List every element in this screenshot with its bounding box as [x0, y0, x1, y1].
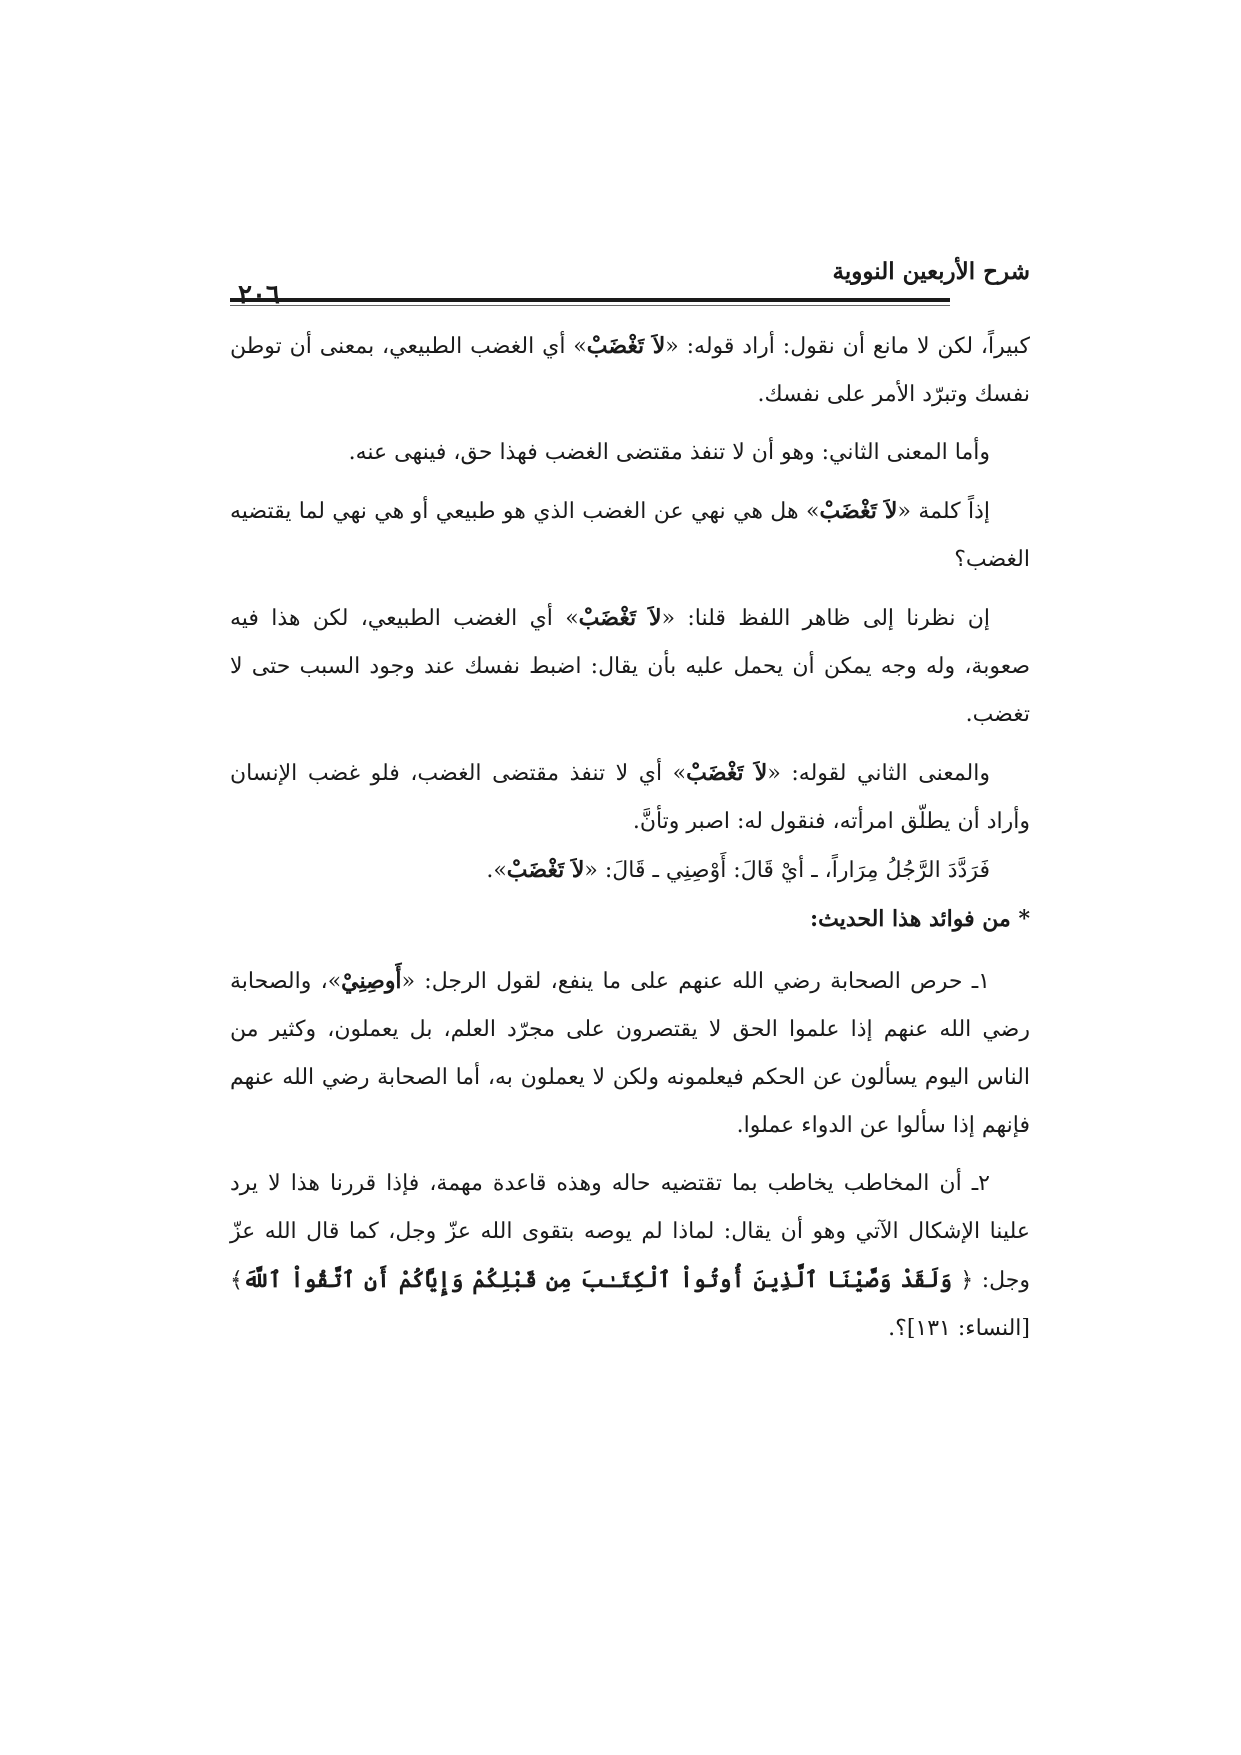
header-rule [230, 298, 950, 302]
paragraph [230, 749, 1030, 846]
page-header [230, 258, 1030, 314]
paragraph [230, 846, 1030, 895]
text-run: فَرَدَّدَ الرَّجُلُ مِرَاراً، ـ أيْ قَالَ: أَوْصِنِي ـ قَالَ: « [584, 858, 990, 883]
benefit-item [230, 1160, 1030, 1353]
body-text [230, 322, 1030, 1363]
text-run: إذاً كلمة « [897, 499, 991, 524]
text-run: ٢ـ أن المخاطب يخاطب بما تقتضيه حاله وهذه قاعدة مهمة، فإذا قررنا هذا لا يرد علينا الإشكال الآتي وهو أن يقال: لماذا لم يوصه بتقوى الله عزّ وجل، كما قال الله عزّ وجل: ﴿ [230, 1171, 1030, 1293]
text-run: ١ـ حرص الصحابة رضي الله عنهم على ما ينفع، لقول الرجل: « [401, 969, 990, 994]
paragraph [230, 594, 1030, 739]
text-run: » هل هي نهي عن الغضب الذي هو طبيعي أو هي نهي لما يقتضيه الغضب؟ [230, 499, 1030, 572]
benefit-item [230, 957, 1030, 1150]
quoted-phrase: لاَ تَغْضَبْ [506, 857, 585, 883]
text-run: إن نظرنا إلى ظاهر اللفظ قلنا: « [661, 606, 991, 631]
section-heading: * من فوائد هذا الحديث: [809, 906, 1030, 932]
quoted-phrase: أَوصِنِيْ [341, 968, 402, 994]
running-title: شرح الأربعين النووية [832, 258, 1030, 285]
paragraph [230, 322, 1030, 419]
text-run: والمعنى الثاني لقوله: « [767, 761, 990, 786]
quoted-phrase: لاَ تَغْضَبْ [819, 498, 898, 524]
paragraph [230, 429, 1030, 477]
page-number: ٢٠٦ [238, 280, 280, 310]
quoted-phrase: لاَ تَغْضَبْ [586, 333, 666, 359]
header-rule-thin [230, 305, 950, 306]
text-run: كبيراً، لكن لا مانع أن نقول: أراد قوله: « [665, 334, 1030, 359]
text-run: »، والصحابة رضي الله عنهم إذا علموا الحق لا يقتصرون على مجرّد العلم، بل يعملون، وكثير من الناس اليوم يسألون عن الحكم فيعلمونه ولكن لا يعملون به، أما الصحابة رضي الله عنهم فإنهم إذا سألوا عن الدواء عملوا. [230, 969, 1030, 1138]
text-run: ﴾ [النساء: ١٣١]؟. [230, 1268, 1030, 1341]
quoted-phrase: لاَ تَغْضَبْ [578, 605, 662, 631]
text-run: » أي الغضب الطبيعي، بمعنى أن توطن نفسك وتبرّد الأمر على نفسك. [230, 334, 1030, 407]
text-run: » أي لا تنفذ مقتضى الغضب، فلو غضب الإنسان وأراد أن يطلّق امرأته، فنقول له: اصبر وتأنَّ. [230, 761, 1030, 834]
quoted-phrase: لاَ تَغْضَبْ [686, 760, 768, 786]
quoted-phrase: وَلَقَدْ وَصَّيْنَا ٱلَّذِينَ أُوتُواْ ٱلْكِتَـٰبَ مِن قَبْلِكُمْ وَإِيَّاكُمْ أَنِ ٱتَّقُواْ ٱللَّهَ [242, 1267, 953, 1293]
paragraph [230, 487, 1030, 584]
text-run: » أي الغضب الطبيعي، لكن هذا فيه صعوبة، وله وجه يمكن أن يحمل عليه بأن يقال: اضبط نفسك عند وجود السبب حتى لا تغضب. [230, 606, 1030, 727]
text-run: وأما المعنى الثاني: وهو أن لا تنفذ مقتضى الغضب فهذا حق، فينهى عنه. [348, 440, 990, 465]
text-run: ». [486, 858, 507, 883]
